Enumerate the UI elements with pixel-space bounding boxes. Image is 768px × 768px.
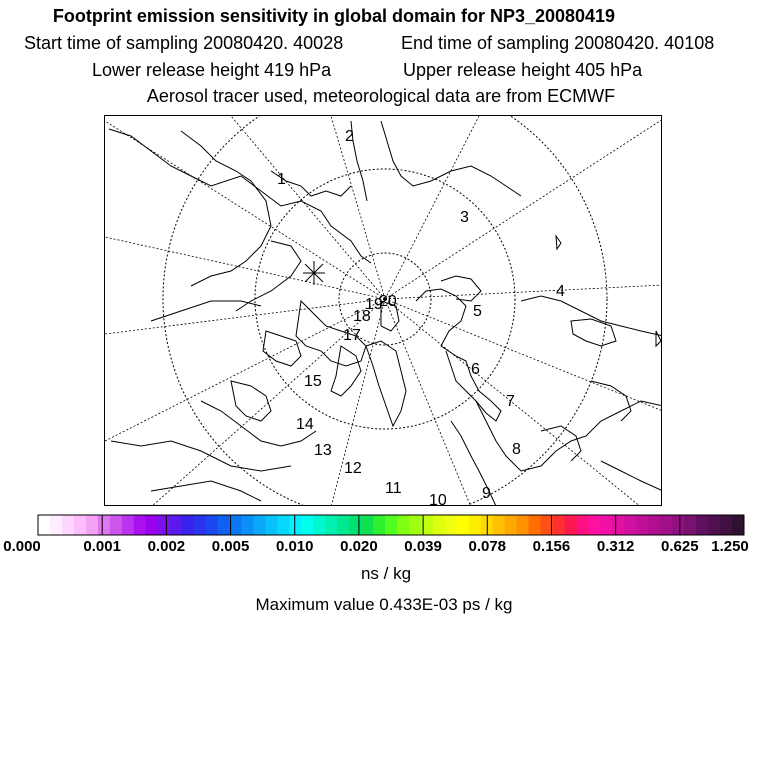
colorbar-swatch [648, 515, 660, 535]
colorbar-swatch [110, 515, 122, 535]
colorbar-swatch [253, 515, 265, 535]
colorbar-tick-label: 0.002 [147, 538, 186, 555]
trajectory-point-label: 9 [482, 485, 491, 502]
colorbar-swatch [720, 515, 732, 535]
tracer-info-label: Aerosol tracer used, meteorological data are from ECMWF [146, 86, 616, 106]
colorbar-swatch [289, 515, 301, 535]
colorbar-swatch [636, 515, 648, 535]
colorbar-swatch [229, 515, 241, 535]
coastline [151, 301, 261, 321]
colorbar-swatch [385, 515, 397, 535]
colorbar-swatch [158, 515, 170, 535]
colorbar-swatch [62, 515, 74, 535]
colorbar-swatch [576, 515, 588, 535]
meridian [331, 116, 385, 299]
colorbar-swatch [600, 515, 612, 535]
colorbar-tick-label: 1.250 [711, 538, 749, 555]
trajectory-point-label: 4 [556, 283, 565, 300]
coastline [111, 441, 291, 471]
trajectory-point-label: 10 [429, 492, 447, 506]
trajectory-point-label: 12 [344, 460, 362, 477]
coastline [181, 131, 271, 286]
coastline [556, 236, 561, 249]
coastline [521, 296, 662, 336]
colorbar-swatch [349, 515, 361, 535]
trajectory-point-label: 3 [460, 209, 469, 226]
colorbar-swatch [624, 515, 636, 535]
colorbar-tick-label: 0.625 [661, 538, 699, 555]
colorbar [37, 514, 745, 536]
coastline [441, 276, 481, 301]
colorbar-swatch [206, 515, 218, 535]
colorbar-tick-label: 0.078 [468, 538, 507, 555]
trajectory-point-label: 11 [385, 480, 402, 497]
colorbar-swatch [265, 515, 277, 535]
trajectory-point-label: 13 [314, 442, 332, 459]
map-canvas [105, 116, 662, 506]
coastline [366, 341, 406, 426]
colorbar-swatch [708, 515, 720, 535]
colorbar-swatch [517, 515, 529, 535]
meridian [385, 116, 479, 299]
colorbar-swatch [373, 515, 385, 535]
trajectory-point-label: 17 [343, 327, 361, 344]
colorbar-swatch [457, 515, 469, 535]
meridian [385, 285, 662, 299]
colorbar-swatch [194, 515, 206, 535]
colorbar-swatch [217, 515, 229, 535]
trajectory-point-label: 15 [304, 373, 322, 390]
colorbar-swatch [397, 515, 409, 535]
colorbar-swatch [337, 515, 349, 535]
colorbar-tick-label: 0.156 [532, 538, 571, 555]
colorbar-swatch [588, 515, 600, 535]
coastline [476, 401, 662, 471]
colorbar-swatch [565, 515, 577, 535]
colorbar-swatch [86, 515, 98, 535]
colorbar-swatch [361, 515, 373, 535]
colorbar-swatch [553, 515, 565, 535]
trajectory-point-label: 1 [277, 171, 286, 188]
colorbar-swatch [505, 515, 517, 535]
colorbar-tick-label: 0.005 [211, 538, 250, 555]
trajectory-point-label: 6 [471, 361, 480, 378]
end-time-label: End time of sampling 20080420. 40108 [401, 33, 715, 53]
colorbar-swatch [445, 515, 457, 535]
coastline [601, 461, 662, 491]
colorbar-tick-label: 0.039 [404, 538, 442, 555]
colorbar-swatch [612, 515, 624, 535]
colorbar-swatch [241, 515, 253, 535]
coastline [109, 129, 371, 263]
map-title: Footprint emission sensitivity in global domain for NP3_20080419 [52, 6, 616, 26]
maximum-value-label: Maximum value 0.433E-03 ps / kg [255, 595, 513, 614]
meridian [105, 237, 385, 299]
upper-release-height-label: Upper release height 405 hPa [403, 60, 643, 80]
trajectory-point-label: 18 [353, 308, 371, 325]
colorbar-swatch [74, 515, 86, 535]
colorbar-tick-label: 0.000 [3, 538, 41, 555]
meridian [385, 299, 471, 506]
colorbar-swatch [493, 515, 505, 535]
start-time-label: Start time of sampling 20080420. 40028 [24, 33, 344, 53]
colorbar-swatch [409, 515, 421, 535]
colorbar-swatch [50, 515, 62, 535]
colorbar-swatch [134, 515, 146, 535]
colorbar-swatch [672, 515, 684, 535]
colorbar-swatch [433, 515, 445, 535]
colorbar-swatch [684, 515, 696, 535]
trajectory-point-label: 20 [379, 293, 397, 310]
coastline [331, 346, 361, 396]
colorbar-swatch [313, 515, 325, 535]
trajectory-point-label: 14 [296, 416, 314, 433]
latitude-circle [163, 116, 607, 506]
colorbar-swatch [98, 515, 110, 535]
trajectory-point-label: 19 [365, 296, 383, 313]
polar-map [104, 115, 662, 506]
trajectory-point-label: 7 [506, 393, 515, 410]
coastline [381, 121, 521, 196]
colorbar-swatch [325, 515, 337, 535]
colorbar-swatch [301, 515, 313, 535]
coastline [541, 426, 581, 461]
trajectory-points [277, 128, 565, 506]
coastline [656, 331, 661, 346]
colorbar-swatch [529, 515, 541, 535]
colorbar-swatch [469, 515, 481, 535]
coastline [591, 381, 631, 421]
colorbar-tick-label: 0.001 [83, 538, 121, 555]
meridian [385, 299, 662, 411]
coastline [236, 241, 301, 311]
coastline [151, 481, 261, 501]
colorbar-swatch [696, 515, 708, 535]
coastline [231, 381, 271, 421]
colorbar-swatch [660, 515, 672, 535]
colorbar-tick-label: 0.312 [596, 538, 635, 555]
unit-label: ns / kg [360, 564, 412, 583]
coastline [416, 289, 501, 421]
colorbar-tick-label: 0.010 [275, 538, 314, 555]
trajectory-point-label: 5 [473, 303, 482, 320]
colorbar-swatch [732, 515, 744, 535]
coastline [263, 331, 301, 366]
colorbar-swatch [146, 515, 158, 535]
colorbar-swatch [122, 515, 134, 535]
trajectory-point-label: 2 [345, 128, 354, 145]
meridian [105, 299, 385, 441]
latitude-circles [163, 116, 607, 506]
colorbar-swatch [170, 515, 182, 535]
colorbar-swatch [38, 515, 50, 535]
lower-release-height-label: Lower release height 419 hPa [92, 60, 332, 80]
colorbar-swatch [182, 515, 194, 535]
coastlines [109, 121, 662, 506]
colorbar-tick-label: 0.020 [340, 538, 378, 555]
trajectory-point-label: 8 [512, 441, 521, 458]
colorbar-swatch [277, 515, 289, 535]
release-point-marker [303, 261, 325, 285]
meridian [231, 116, 385, 299]
meridian [385, 119, 662, 299]
